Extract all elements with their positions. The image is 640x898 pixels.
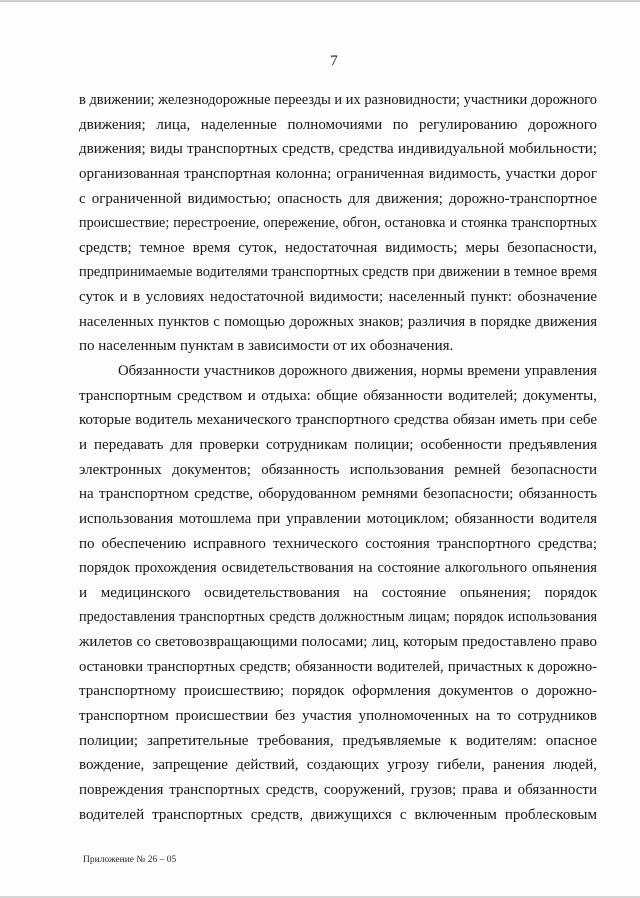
text-line: в движении; железнодорожные переезды и их разновидности; участники дорожного (79, 92, 597, 108)
text-line: по населенным пунктам в зависимости от их обозначения. (79, 338, 454, 355)
text-line: и передавать для проверки сотрудникам полиции; особенности предъявления (79, 436, 597, 453)
text-line: населенных пунктов с помощью дорожных знаков; различия в порядке движения (79, 313, 597, 330)
text-line: полиции; запретительные требования, предъявляемые к водителям: опасное (79, 732, 597, 749)
text-line: предоставления транспортных средств должностным лицам; порядок использования (79, 609, 597, 626)
text-line: транспортным средством и отдыха: общие обязанности водителей; документы, (79, 387, 597, 404)
text-line: движения; виды транспортных средств, средства индивидуальной мобильности; (79, 141, 597, 158)
text-line: которые водитель механического транспортного средства обязан иметь при себе (79, 412, 597, 429)
paragraph-2 (79, 359, 597, 827)
text-line: порядок прохождения освидетельствования на состояние алкогольного опьянения (79, 560, 597, 577)
footer-note: Приложение № 26 – 05 (83, 855, 177, 865)
text-line: водителей транспортных средств, движущихся с включенным проблесковым (79, 806, 597, 823)
text-line: жилетов со световозвращающими полосами; лиц, которым предоставлено право (79, 634, 597, 651)
page-number: 7 (330, 53, 338, 69)
text-line: электронных документов; обязанность использования ремней безопасности (79, 461, 597, 478)
text-line: средств; темное время суток, недостаточная видимость; меры безопасности, (79, 239, 597, 256)
text-line: по обеспечению исправного технического состояния транспортного средства; (79, 535, 597, 552)
text-line: на транспортном средстве, оборудованном ремнями безопасности; обязанность (79, 486, 597, 503)
text-line: происшествие; перестроение, опережение, обгон, остановка и стоянка транспортных (79, 215, 597, 232)
text-line: движения; лица, наделенные полномочиями по регулированию дорожного (79, 116, 597, 133)
text-line: организованная транспортная колонна; ограниченная видимость, участки дорог (79, 165, 597, 182)
body-text (79, 88, 597, 827)
text-line: повреждения транспортных средств, сооружений, грузов; права и обязанности (79, 781, 597, 798)
text-line: с ограниченной видимостью; опасность для движения; дорожно-транспортное (79, 190, 597, 207)
text-line: Обязанности участников дорожного движения, нормы времени управления (118, 363, 597, 380)
text-line: вождение, запрещение действий, создающих угрозу гибели, ранения людей, (79, 757, 597, 774)
paragraph-1 (79, 88, 597, 359)
text-line: транспортном происшествии без участия уполномоченных на то сотрудников (79, 708, 597, 725)
text-line: суток и в условиях недостаточной видимости; населенный пункт: обозначение (79, 289, 597, 306)
text-line: предпринимаемые водителями транспортных средств при движении в темное время (79, 264, 597, 281)
text-line: остановки транспортных средств; обязанности водителей, причастных к дорожно- (79, 658, 597, 675)
text-line: транспортному происшествию; порядок оформления документов о дорожно- (79, 683, 597, 700)
text-line: использования мотошлема при управлении мотоциклом; обязанности водителя (79, 510, 597, 527)
text-line: и медицинского освидетельствования на состояние опьянения; порядок (79, 584, 597, 601)
